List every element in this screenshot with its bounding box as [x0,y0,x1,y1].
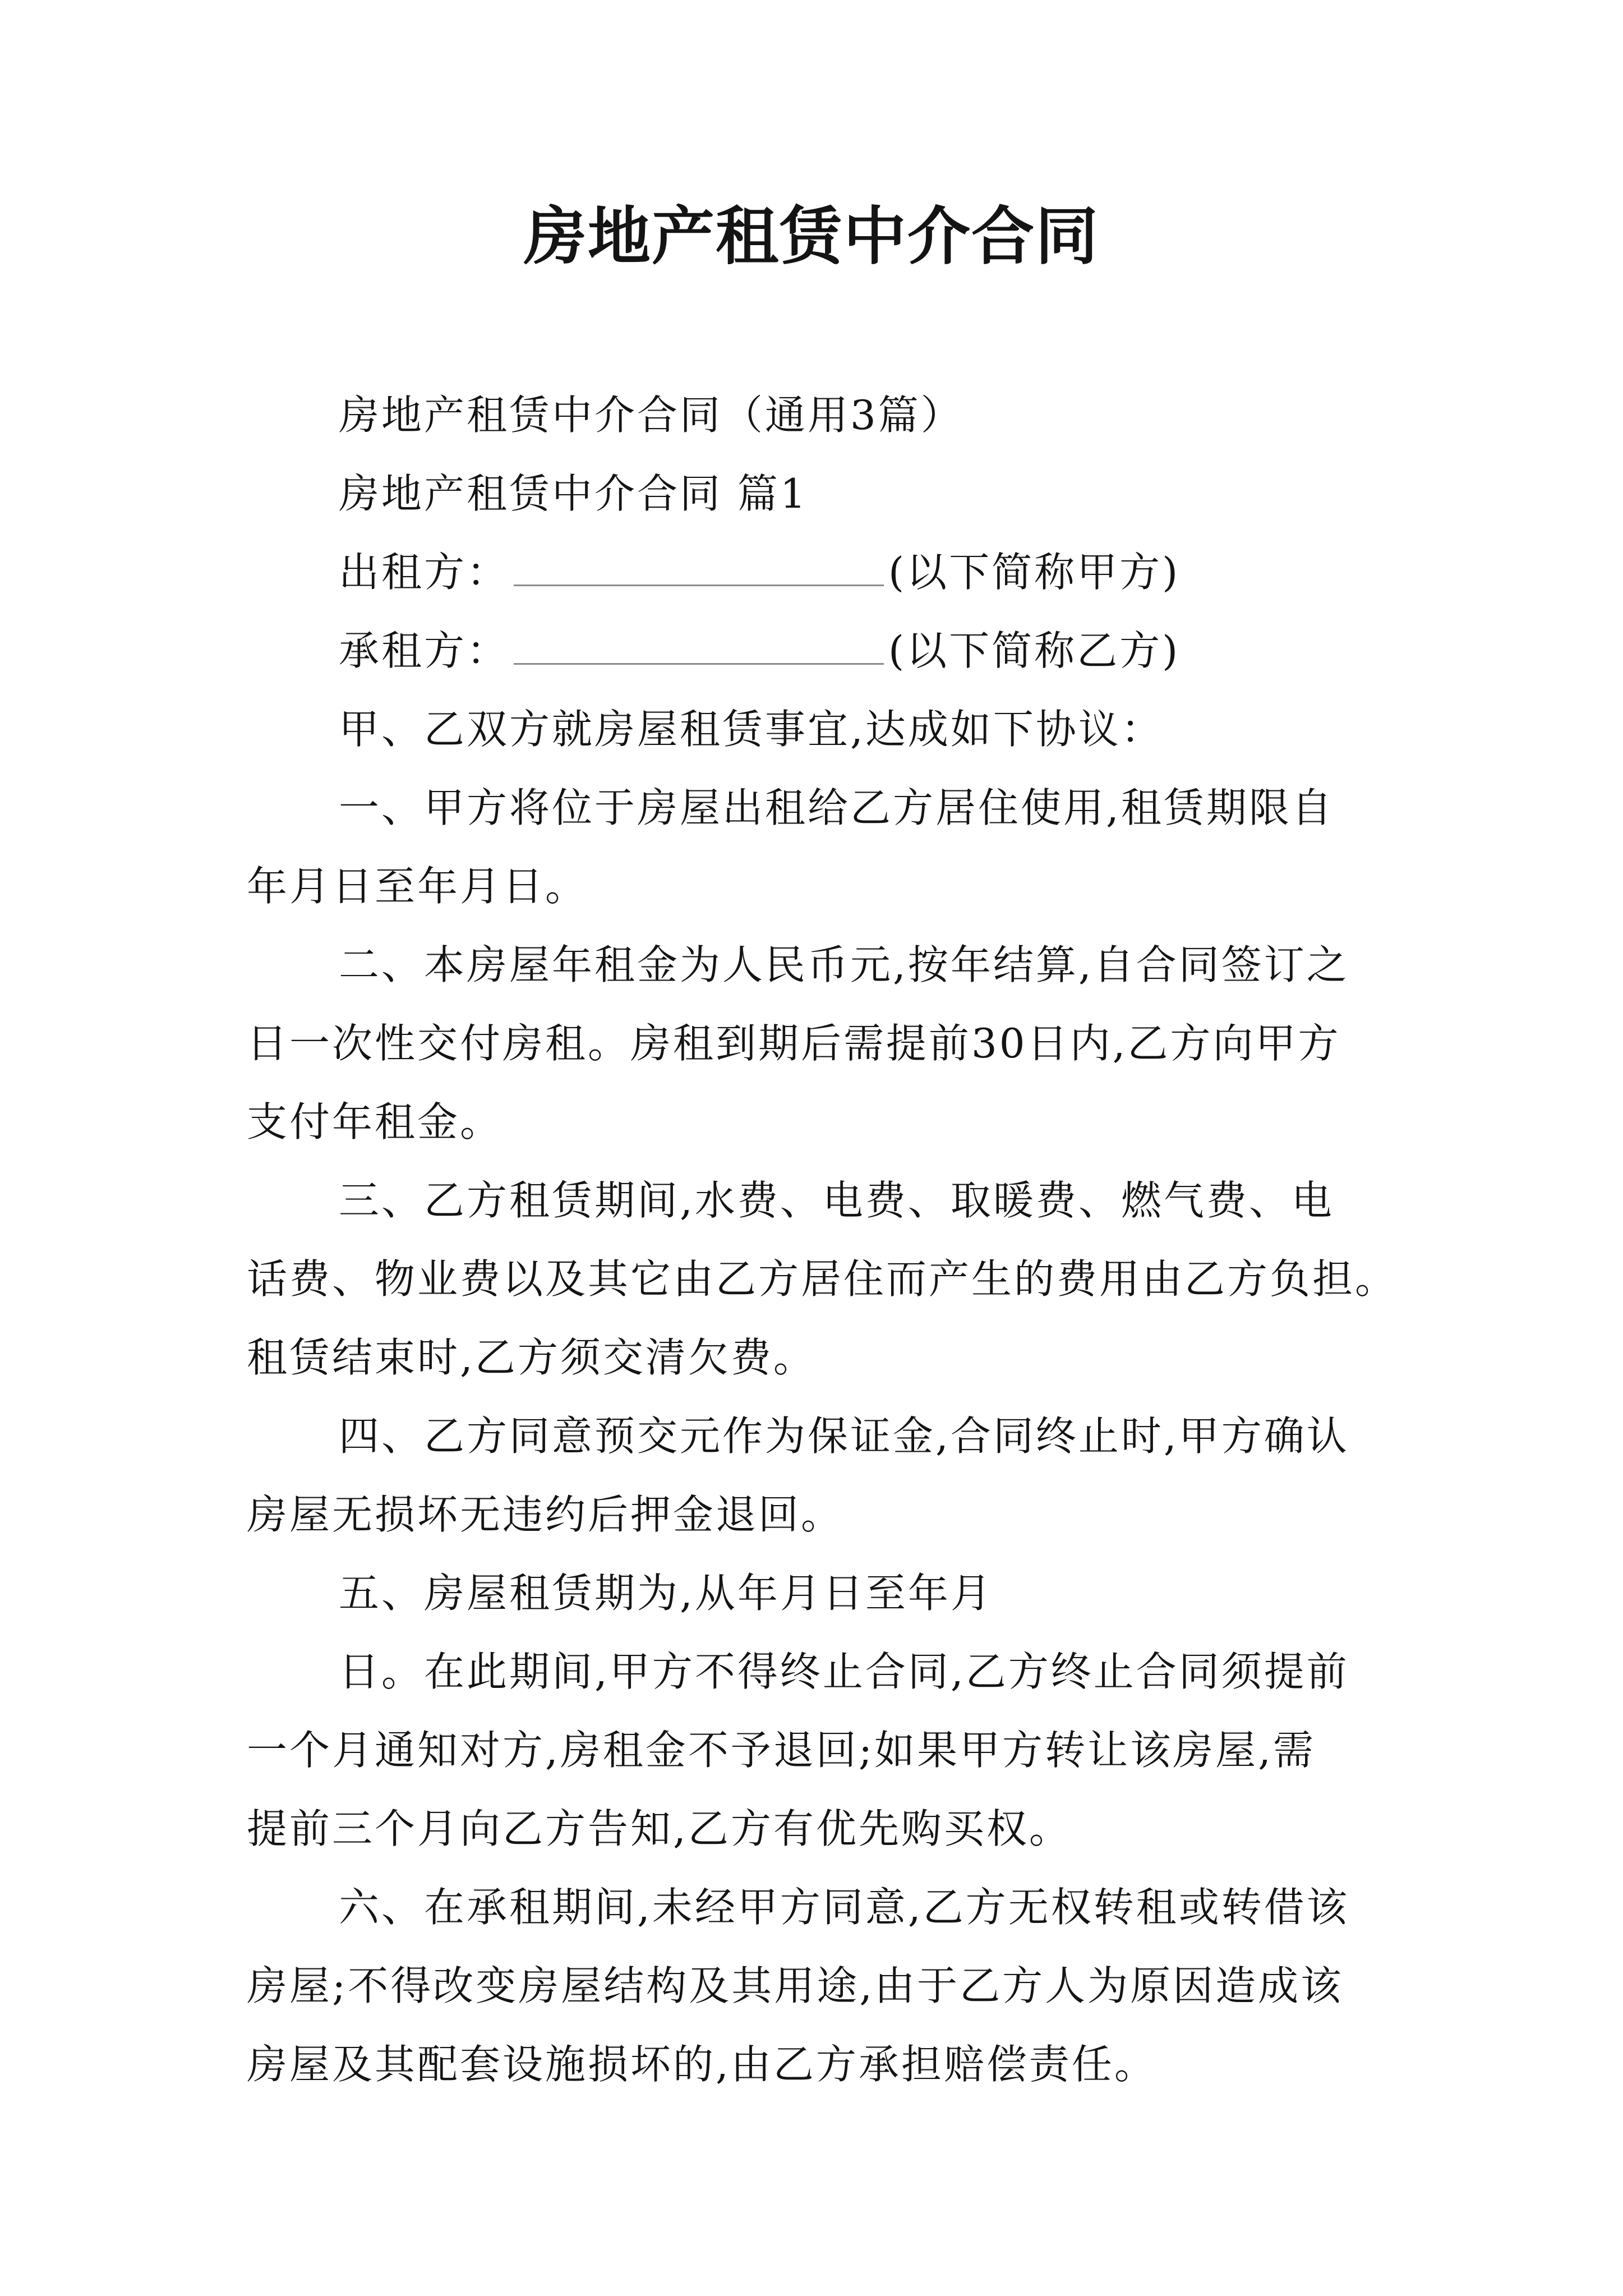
clause-3-line-1: 三、乙方租赁期间,水费、电费、取暖费、燃气费、电 [339,1177,1334,1224]
section-heading: 房地产租赁中介合同 篇1 [339,470,808,517]
clause-1-line-1: 一、甲方将位于房屋出租给乙方居住使用,租赁期限自 [339,784,1334,831]
lessor-blank-field [514,555,884,586]
lessee-line [247,611,1385,690]
clause-1-line-2: 年月日至年月日。 [247,863,588,910]
clause-2-line-2: 日一次性交付房租。房租到期后需提前30日内,乙方向甲方 [247,1020,1341,1067]
intro-paragraph: 甲、乙双方就房屋租赁事宜,达成如下协议： [339,706,1164,753]
clause-6-line-1: 六、在承租期间,未经甲方同意,乙方无权转租或转借该 [339,1884,1349,1931]
lessor-label: 出租方： [339,549,510,596]
clause-2-line-1: 二、本房屋年租金为人民币元,按年结算,自合同签订之 [339,941,1349,988]
clause-5b-line-1: 日。在此期间,甲方不得终止合同,乙方终止合同须提前 [339,1648,1349,1695]
lessee-blank-field [514,634,884,665]
lessor-line [247,533,1385,611]
document-body [247,376,1398,2104]
lessee-suffix: (以下简称乙方) [888,627,1181,674]
clause-5b-line-2: 一个月通知对方,房租金不予退回;如果甲方转让该房屋,需 [247,1727,1316,1774]
clause-5-line-1: 五、房屋租赁期为,从年月日至年月 [339,1570,993,1617]
clause-6-line-3: 房屋及其配套设施损坏的,由乙方承担赔偿责任。 [247,2041,1157,2088]
clause-5b-line-3: 提前三个月向乙方告知,乙方有优先购买权。 [247,1805,1072,1852]
document-title: 房地产租赁中介合同 [524,200,1099,273]
document-subtitle: 房地产租赁中介合同（通用3篇） [339,392,963,439]
clause-2-line-3: 支付年租金。 [247,1098,503,1145]
clause-3-line-3: 租赁结束时,乙方须交清欠费。 [247,1334,816,1381]
lessor-suffix: (以下简称甲方) [888,549,1181,596]
clause-4-line-2: 房屋无损坏无违约后押金退回。 [247,1491,844,1538]
clause-4-line-1: 四、乙方同意预交元作为保证金,合同终止时,甲方确认 [339,1412,1349,1460]
clause-3-line-2: 话费、物业费以及其它由乙方居住而产生的费用由乙方负担。 [247,1255,1398,1303]
clause-6-line-2: 房屋;不得改变房屋结构及其用途,由于乙方人为原因造成该 [247,1962,1344,2009]
lessee-label: 承租方： [339,627,510,674]
